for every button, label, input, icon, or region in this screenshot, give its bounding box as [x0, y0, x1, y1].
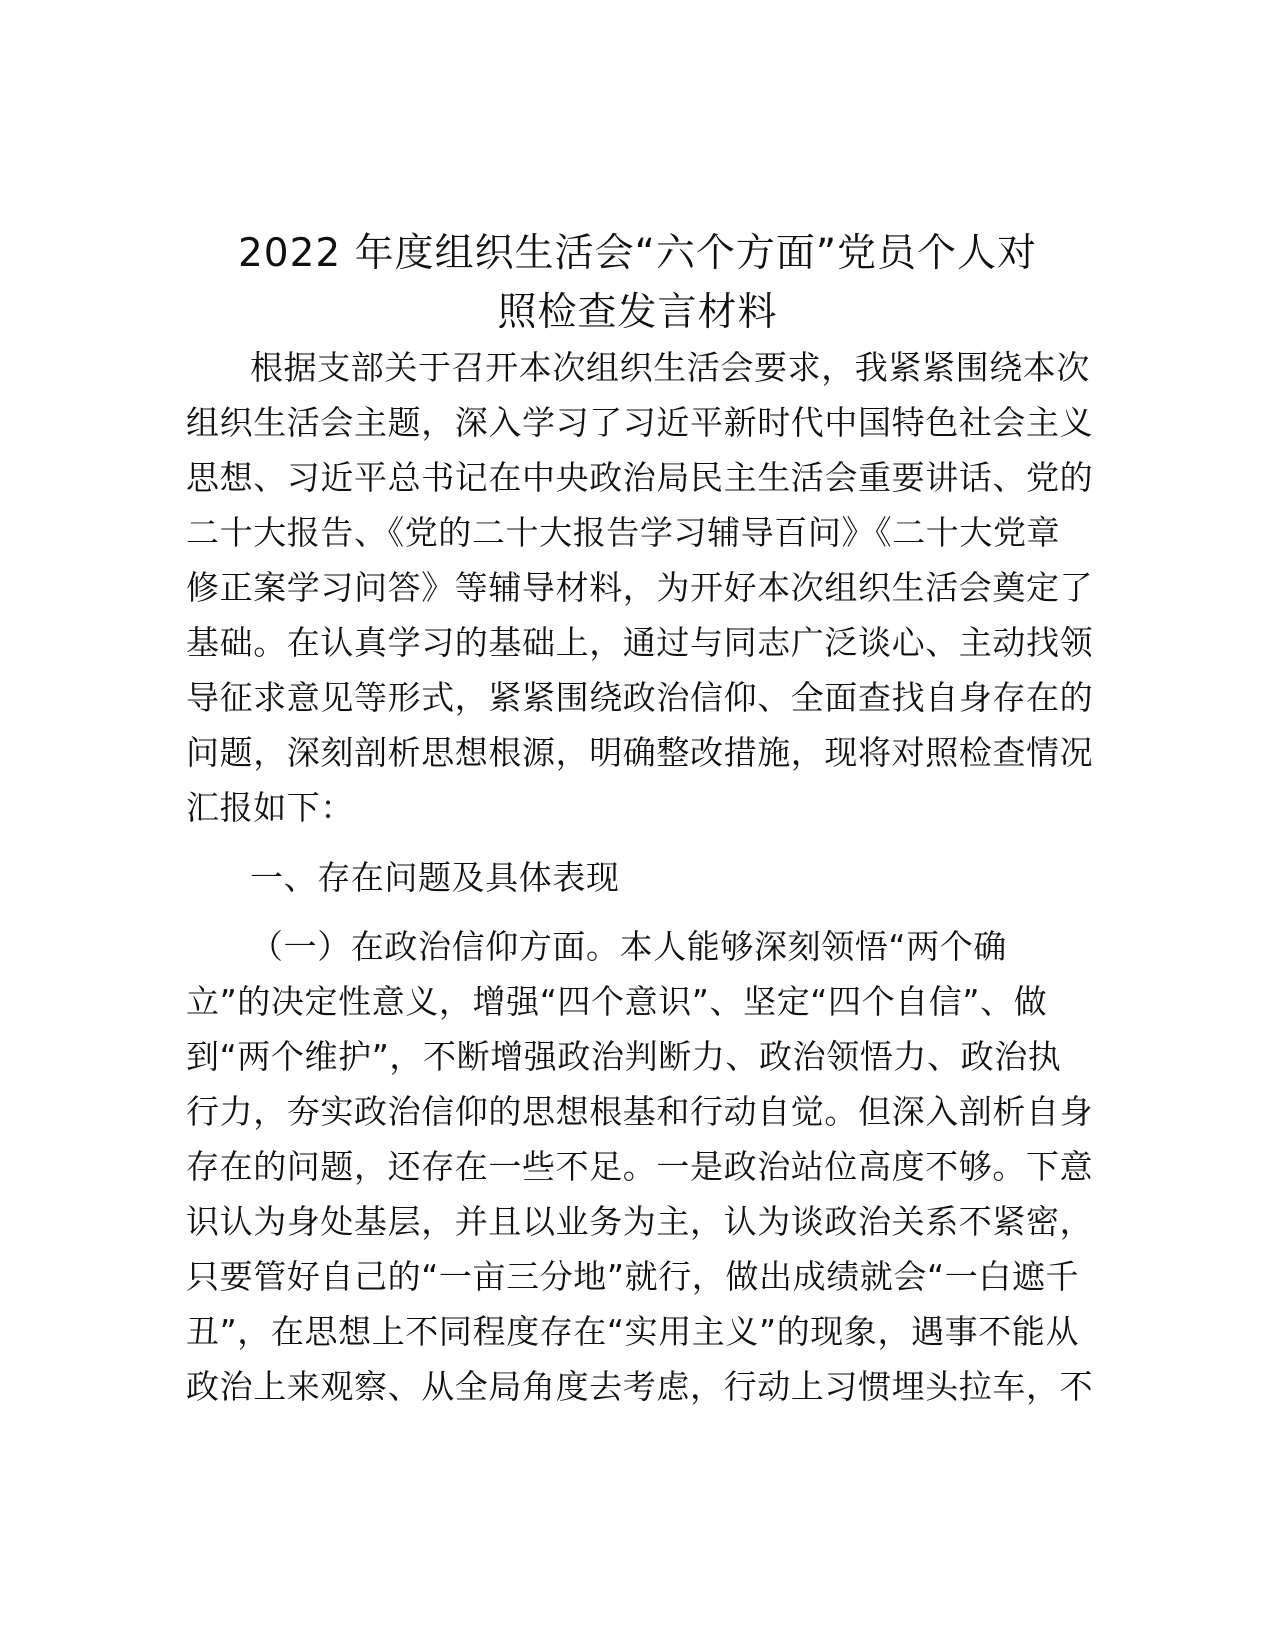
intro-paragraph-line: 根据支部关于召开本次组织生活会要求，我紧紧围绕本次: [250, 348, 1090, 387]
subsection-paragraph-line: 丑”，在思想上不同程度存在“实用主义”的现象，遇事不能从: [186, 1312, 1080, 1351]
intro-paragraph-line: 修正案学习问答》等辅导材料，为开好本次组织生活会奠定了: [186, 568, 1094, 607]
section-heading: 一、存在问题及具体表现: [250, 858, 620, 897]
intro-paragraph-line: 导征求意见等形式，紧紧围绕政治信仰、全面查找自身存在的: [186, 678, 1094, 717]
intro-paragraph-line: 组织生活会主题，深入学习了习近平新时代中国特色社会主义: [186, 403, 1094, 442]
intro-paragraph-line: 问题，深刻剖析思想根源，明确整改措施，现将对照检查情况: [186, 733, 1094, 772]
subsection-paragraph-line: 识认为身处基层，并且以业务为主，认为谈政治关系不紧密，: [186, 1202, 1094, 1241]
subsection-paragraph-line: 政治上来观察、从全局角度去考虑，行动上习惯埋头拉车，不: [186, 1367, 1094, 1406]
subsection-paragraph-line: 存在的问题，还存在一些不足。一是政治站位高度不够。下意: [186, 1147, 1094, 1186]
subsection-paragraph-line: 立”的决定性意义，增强“四个意识”、坚定“四个自信”、做: [186, 982, 1048, 1021]
intro-paragraph-line: 汇报如下：: [186, 788, 354, 827]
intro-paragraph-line: 思想、习近平总书记在中央政治局民主生活会重要讲话、党的: [186, 458, 1094, 497]
document-title-line-2: 照检查发言材料: [497, 290, 778, 335]
subsection-paragraph-line: 到“两个维护”，不断增强政治判断力、政治领悟力、政治执: [186, 1037, 1062, 1076]
intro-paragraph-line: 基础。在认真学习的基础上，通过与同志广泛谈心、主动找领: [186, 623, 1094, 662]
document-title-line-1: 2022 年度组织生活会“六个方面”党员个人对: [237, 231, 1038, 276]
intro-paragraph-line: 二十大报告、《党的二十大报告学习辅导百问》《二十大党章: [186, 513, 1061, 552]
subsection-paragraph-line: 只要管好自己的“一亩三分地”就行，做出成绩就会“一白遮千: [186, 1257, 1080, 1296]
subsection-paragraph-line: （一）在政治信仰方面。本人能够深刻领悟“两个确: [250, 927, 1007, 966]
subsection-paragraph-line: 行力，夯实政治信仰的思想根基和行动自觉。但深入剖析自身: [186, 1092, 1094, 1131]
